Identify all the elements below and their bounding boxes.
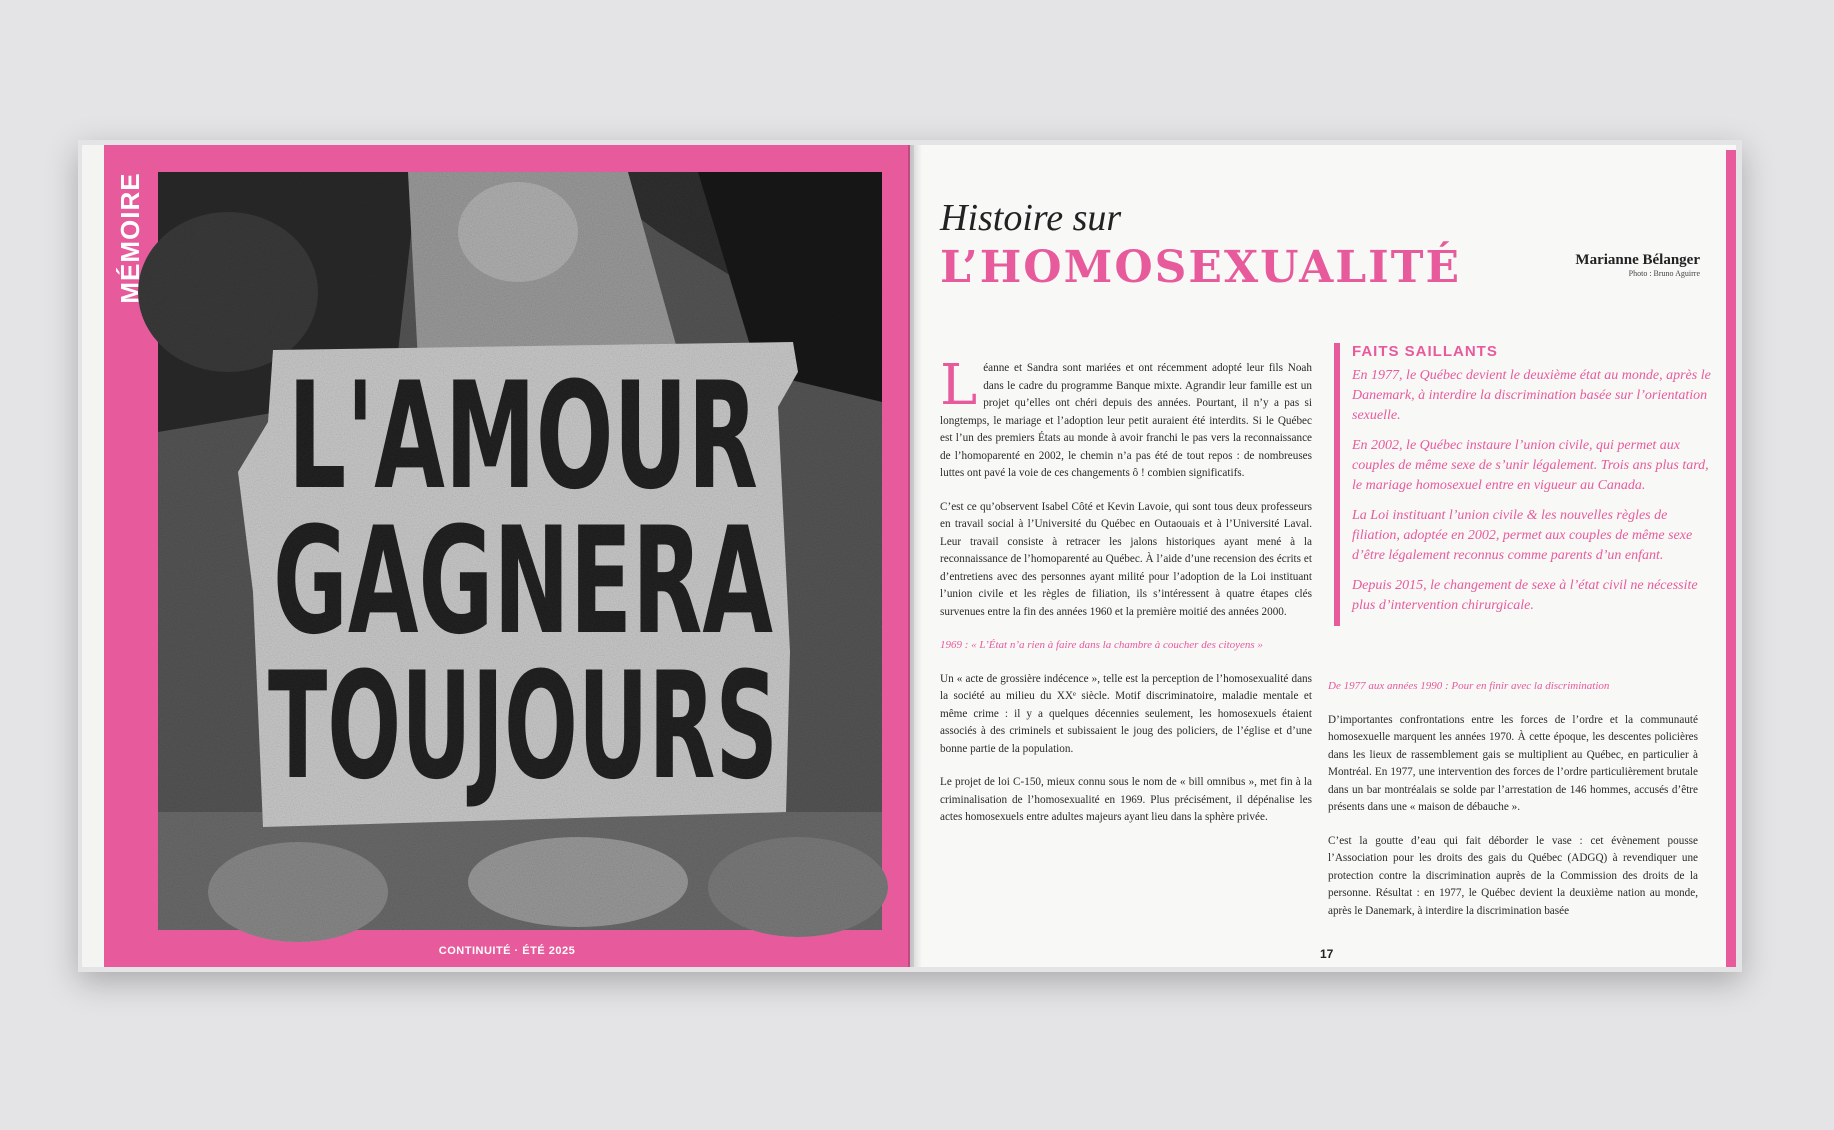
page-gutter xyxy=(908,145,922,967)
left-page-footer: CONTINUITÉ · ÉTÉ 2025 xyxy=(438,945,576,957)
article-title-big: L’HOMOSEXUALITÉ xyxy=(940,242,1462,293)
highlight-item: En 1977, le Québec devient le deuxième état au monde, après le Danemark, à interdire la discrimination basée sur l’orientation sexuelle. xyxy=(1352,368,1711,423)
paragraph: D’importantes confrontations entre les forces de l’ordre et la communauté homosexuelle marquent les années 1970. À cette époque, les descentes policières dans les lieux de rassemblement gais se multiplient au Québec, en particulier à Montréal. En 1977, une intervention des forces de l’ordre particulièrement brutale dans un bar montréalais se solde par l’arrestation de 146 hommes, accusés d’être présents dans une « maison de débauche ». xyxy=(1328,713,1698,813)
article-title-small: Histoire sur xyxy=(940,197,1122,239)
rubric-label: MÉMOIRE xyxy=(115,172,145,304)
page-number: 17 xyxy=(1320,947,1334,961)
subheading-1977: De 1977 aux années 1990 : Pour en finir avec la discrimination xyxy=(1328,680,1610,692)
highlight-item: Depuis 2015, le changement de sexe à l’état civil ne nécessite plus d’intervention chirurgicale. xyxy=(1352,578,1698,613)
article-column-1 xyxy=(940,353,1312,843)
article-column-2 xyxy=(1328,678,1698,936)
highlight-item: La Loi instituant l’union civile & les nouvelles règles de filiation, adoptée en 2002, permet aux couples de même sexe d’être légalement reconnus comme parents d’un enfant. xyxy=(1352,508,1693,563)
intro-paragraph xyxy=(940,353,1312,483)
sign-line-3: TOUJOURS xyxy=(268,641,779,813)
photo-credit: Photo : Bruno Aguirre xyxy=(1628,269,1700,278)
highlight-item: En 2002, le Québec instaure l’union civile, qui permet aux couples de même sexe de s’unir légalement. Trois ans plus tard, le mariage homosexuel entre en vigueur au Canada. xyxy=(1352,438,1709,493)
paragraph: Un « acte de grossière indécence », telle est la perception de l’homosexualité dans la société au milieu du XXᵉ siècle. Motif discriminatoire, maladie mentale et même crime : il y a quelques décennies seulement, les homosexuels étaient associés à des criminels et subissaient le joug des policiers, de l’église et d’une bonne partie de la population. xyxy=(940,672,1312,755)
byline xyxy=(1575,252,1700,278)
drop-cap: L xyxy=(940,353,978,418)
highlights-box xyxy=(1334,343,1712,626)
paragraph: C’est la goutte d’eau qui fait déborder le vase : cet évènement pousse l’Association pour les droits des gais du Québec (ADGQ) à revendiquer une protection contre la discrimination auprès de la Commission des droits de la personne. Résultat : en 1977, le Québec devient la deuxième nation au monde, après le Danemark, à interdire la discrimination basée xyxy=(1328,834,1698,917)
right-page-pink-strip xyxy=(1726,150,1736,967)
sign-line-1: L'AMOUR xyxy=(288,351,758,523)
sign-line-2: GAGNERA xyxy=(272,496,773,668)
highlights-heading: FAITS SAILLANTS xyxy=(1352,343,1498,360)
intro-text: éanne et Sandra sont mariées et ont récemment adopté leur fils Noah dans le cadre du programme Banque mixte. Agrandir leur famille est un projet qu’elles ont chéri depuis des années. Pourtant, il n’y a pas si longtemps, le mariage et l’adoption leur petit auraient été interdits. Si le Québec est l’un des premiers États au monde à avoir franchi le pas vers la reconnaissance de l’homoparenté en 2002, le chemin n’a pas été de tout repos : de nombreuses luttes ont pavé la voie de ces changements ô ! combien significatifs. xyxy=(940,362,1312,479)
photo-illustration xyxy=(158,172,882,930)
paragraph: C’est ce qu’observent Isabel Côté et Kevin Lavoie, qui sont tous deux professeurs en travail social à l’Université du Québec en Outaouais et à l’Université Laval. Leur travail consiste à retracer les jalons historiques ayant mené à la reconnaissance de l’homoparenté au Québec. À l’aide d’une recension des écrits et d’entretiens avec des personnes ayant milité pour l’adoption de la Loi instituant l’union civile et les règles de filiation, ils s’intéressent à quatre étapes clés survenues entre la fin des années 1960 et la première moitié des années 2000. xyxy=(940,500,1312,618)
protest-sign-photo xyxy=(158,172,882,930)
subheading-1969: 1969 : « L’État n’a rien à faire dans la chambre à coucher des citoyens » xyxy=(940,639,1263,651)
author-name: Marianne Bélanger xyxy=(1575,252,1700,268)
paragraph: Le projet de loi C-150, mieux connu sous le nom de « bill omnibus », met fin à la criminalisation de l’homosexualité en 1969. Plus précisément, il dépénalise les actes homosexuels entre adultes majeurs ayant lieu dans la sphère privée. xyxy=(940,776,1312,823)
